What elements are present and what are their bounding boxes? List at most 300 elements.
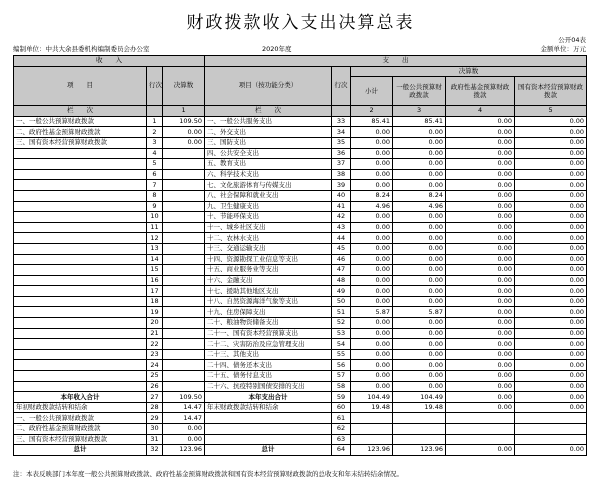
table-body	[14, 116, 587, 455]
income-item	[14, 212, 147, 223]
expense-item: 六、科学技术支出	[205, 169, 332, 180]
expense-item: 十八、自然资源海洋气象等支出	[205, 296, 332, 307]
expense-general: 0.00	[393, 233, 446, 244]
expense-state: 0.00	[515, 307, 587, 318]
expense-general: 8.24	[393, 190, 446, 201]
expense-row-no: 40	[332, 190, 351, 201]
budget-table	[13, 55, 587, 456]
expense-subtotal	[351, 424, 393, 435]
grand-total-general: 123.96	[393, 445, 446, 456]
page-title: 财政拨款收入支出决算总表	[186, 13, 415, 33]
income-amount: 0.00	[163, 137, 205, 148]
expense-row-no: 33	[332, 116, 351, 127]
grand-total-row	[14, 445, 587, 456]
income-item	[14, 328, 147, 339]
income-item: 一、一般公共预算财政拨款	[14, 116, 147, 127]
table-row	[14, 233, 587, 244]
income-item	[14, 349, 147, 360]
expense-subtotal: 0.00	[351, 371, 393, 382]
expense-state: 0.00	[515, 159, 587, 170]
expense-subtotal: 4.96	[351, 201, 393, 212]
expense-subtotal: 0.00	[351, 212, 393, 223]
income-row-no: 6	[147, 169, 163, 180]
item-header: 项 目	[14, 66, 147, 106]
table-row	[14, 137, 587, 148]
expense-row-no: 55	[332, 349, 351, 360]
table-row	[14, 222, 587, 233]
expense-fund: 0.00	[446, 381, 515, 392]
income-item	[14, 275, 147, 286]
expense-state: 0.00	[515, 169, 587, 180]
func-item-header: 项目（按功能分类）	[205, 66, 332, 106]
expense-subtotal: 0.00	[351, 360, 393, 371]
income-item	[14, 148, 147, 159]
currency-label: 金额单位：万元	[540, 45, 586, 53]
expense-general	[393, 424, 446, 435]
form-number: 公开04表	[558, 36, 586, 44]
expense-fund: 0.00	[446, 233, 515, 244]
expense-fund: 0.00	[446, 159, 515, 170]
table-row	[14, 371, 587, 382]
income-row-no: 4	[147, 148, 163, 159]
income-amount	[163, 328, 205, 339]
expense-row-no: 61	[332, 413, 351, 424]
expense-subtotal: 0.00	[351, 381, 393, 392]
income-row-no: 28	[147, 402, 163, 413]
expense-row-no: 62	[332, 424, 351, 435]
table-row	[14, 254, 587, 265]
expense-fund: 0.00	[446, 275, 515, 286]
expense-fund	[446, 434, 515, 445]
grand-total-label-right: 总计	[205, 445, 332, 456]
expense-subtotal: 0.00	[351, 254, 393, 265]
expense-general: 85.41	[393, 116, 446, 127]
expense-row-no: 58	[332, 381, 351, 392]
expense-item	[205, 413, 332, 424]
income-row-no: 3	[147, 137, 163, 148]
income-row-no: 1	[147, 116, 163, 127]
expense-row-no: 37	[332, 159, 351, 170]
expense-state: 0.00	[515, 328, 587, 339]
unit-label: 编制单位：中共大余县委机构编制委员会办公室	[13, 45, 150, 53]
expense-state: 0.00	[515, 180, 587, 191]
expense-item: 十五、商业服务业等支出	[205, 265, 332, 276]
income-amount	[163, 159, 205, 170]
expense-state: 0.00	[515, 318, 587, 329]
expense-state	[515, 424, 587, 435]
expense-subtotal: 0.00	[351, 318, 393, 329]
expense-fund	[446, 413, 515, 424]
income-amount: 0.00	[163, 424, 205, 435]
expense-subtotal: 0.00	[351, 159, 393, 170]
expense-subtotal: 19.48	[351, 402, 393, 413]
expense-fund	[446, 424, 515, 435]
expense-subtotal: 0.00	[351, 286, 393, 297]
year-income-total-label: 本年收入合计	[14, 392, 147, 403]
expense-general: 0.00	[393, 159, 446, 170]
expense-row-no: 48	[332, 275, 351, 286]
expense-fund: 0.00	[446, 296, 515, 307]
expense-general: 0.00	[393, 212, 446, 223]
income-amount: 14.47	[163, 402, 205, 413]
table-row	[14, 201, 587, 212]
blank-cell	[147, 106, 163, 117]
table-row	[14, 296, 587, 307]
expense-fund: 0.00	[446, 371, 515, 382]
expense-row-no: 34	[332, 127, 351, 138]
income-row-no: 25	[147, 371, 163, 382]
expense-general: 0.00	[393, 137, 446, 148]
expense-header: 支 出	[205, 56, 587, 67]
expense-subtotal: 0.00	[351, 349, 393, 360]
income-row-no: 19	[147, 307, 163, 318]
expense-subtotal	[351, 434, 393, 445]
expense-row-no: 63	[332, 434, 351, 445]
row-no-header: 行次	[147, 66, 163, 106]
expense-row-no: 46	[332, 254, 351, 265]
income-amount	[163, 286, 205, 297]
expense-general: 0.00	[393, 328, 446, 339]
income-item	[14, 169, 147, 180]
year-expense-general: 104.49	[393, 392, 446, 403]
expense-subtotal: 0.00	[351, 243, 393, 254]
table-row	[14, 243, 587, 254]
expense-item: 十、节能环保支出	[205, 212, 332, 223]
expense-state: 0.00	[515, 190, 587, 201]
expense-subtotal: 0.00	[351, 275, 393, 286]
expense-state: 0.00	[515, 127, 587, 138]
expense-state: 0.00	[515, 381, 587, 392]
expense-row-no: 53	[332, 328, 351, 339]
income-item	[14, 180, 147, 191]
table-row	[14, 360, 587, 371]
table-row	[14, 349, 587, 360]
expense-general: 0.00	[393, 275, 446, 286]
expense-general: 0.00	[393, 381, 446, 392]
expense-item: 五、教育支出	[205, 159, 332, 170]
table-row	[14, 402, 587, 413]
table-row	[14, 318, 587, 329]
expense-item: 二十二、灾害防治及应急管理支出	[205, 339, 332, 350]
income-row-no: 29	[147, 413, 163, 424]
income-amount	[163, 180, 205, 191]
income-amount	[163, 381, 205, 392]
income-row-no: 24	[147, 360, 163, 371]
expense-fund: 0.00	[446, 307, 515, 318]
expense-item: 二十六、抗疫特别国债安排的支出	[205, 381, 332, 392]
expense-item: 年末财政拨款结转和结余	[205, 402, 332, 413]
income-item: 三、国有资本经营预算财政拨款	[14, 137, 147, 148]
expense-item: 三、国防支出	[205, 137, 332, 148]
expense-state	[515, 413, 587, 424]
expense-subtotal: 85.41	[351, 116, 393, 127]
expense-state: 0.00	[515, 360, 587, 371]
expense-item: 二十、粮油物资储备支出	[205, 318, 332, 329]
col-label-left: 栏 次	[14, 106, 147, 117]
year-label: 2020年度	[262, 45, 292, 53]
expense-row-no: 45	[332, 243, 351, 254]
income-item	[14, 339, 147, 350]
expense-subtotal: 0.00	[351, 137, 393, 148]
income-row-no: 30	[147, 424, 163, 435]
expense-item: 十二、农林水支出	[205, 233, 332, 244]
income-row-no: 8	[147, 190, 163, 201]
income-item: 年初财政拨款结转和结余	[14, 402, 147, 413]
expense-state: 0.00	[515, 137, 587, 148]
expense-general: 0.00	[393, 360, 446, 371]
income-item	[14, 243, 147, 254]
expense-item: 四、公共安全支出	[205, 148, 332, 159]
table-row	[14, 339, 587, 350]
income-amount	[163, 148, 205, 159]
expense-row-no: 43	[332, 222, 351, 233]
footnote: 注：本表反映部门本年度一般公共预算财政拨款、政府性基金预算财政拨款和国有资本经营预算财政拨款的总收支和年末结转结余情况。	[13, 470, 403, 478]
expense-row-no: 41	[332, 201, 351, 212]
row-no-header-right: 行次	[332, 66, 351, 106]
income-item	[14, 190, 147, 201]
expense-fund: 0.00	[446, 328, 515, 339]
income-row-no: 22	[147, 339, 163, 350]
year-expense-state: 0.00	[515, 392, 587, 403]
expense-item: 十六、金融支出	[205, 275, 332, 286]
expense-state: 0.00	[515, 286, 587, 297]
year-expense-total-label: 本年支出合计	[205, 392, 332, 403]
expense-fund: 0.00	[446, 222, 515, 233]
income-item	[14, 254, 147, 265]
expense-general: 19.48	[393, 402, 446, 413]
expense-fund: 0.00	[446, 318, 515, 329]
expense-row-no: 36	[332, 148, 351, 159]
final-amount-header: 决算数	[163, 66, 205, 106]
subtotal-header: 小计	[351, 77, 393, 106]
income-row-no: 5	[147, 159, 163, 170]
expense-item: 九、卫生健康支出	[205, 201, 332, 212]
income-row-no: 20	[147, 318, 163, 329]
expense-subtotal: 5.87	[351, 307, 393, 318]
expense-fund: 0.00	[446, 137, 515, 148]
expense-row-no: 56	[332, 360, 351, 371]
income-amount	[163, 169, 205, 180]
grand-total-amount: 123.96	[163, 445, 205, 456]
income-item	[14, 233, 147, 244]
income-amount	[163, 339, 205, 350]
expense-item: 一、一般公共服务支出	[205, 116, 332, 127]
expense-state: 0.00	[515, 116, 587, 127]
expense-general: 0.00	[393, 127, 446, 138]
expense-state: 0.00	[515, 339, 587, 350]
expense-state: 0.00	[515, 243, 587, 254]
expense-subtotal: 0.00	[351, 296, 393, 307]
table-row	[14, 424, 587, 435]
income-amount	[163, 307, 205, 318]
final-group-header: 决算数	[351, 66, 587, 77]
income-item	[14, 307, 147, 318]
expense-state: 0.00	[515, 371, 587, 382]
income-item: 三、国有资本经营预算财政拨款	[14, 434, 147, 445]
income-row-no: 2	[147, 127, 163, 138]
table-row	[14, 127, 587, 138]
expense-row-no: 42	[332, 212, 351, 223]
expense-general: 5.87	[393, 307, 446, 318]
expense-fund: 0.00	[446, 127, 515, 138]
income-row-no: 7	[147, 180, 163, 191]
income-amount	[163, 349, 205, 360]
expense-subtotal: 0.00	[351, 233, 393, 244]
income-item: 一、一般公共预算财政拨款	[14, 413, 147, 424]
income-amount	[163, 233, 205, 244]
expense-row-no: 38	[332, 169, 351, 180]
expense-item	[205, 424, 332, 435]
income-row-no: 17	[147, 286, 163, 297]
income-row-no: 14	[147, 254, 163, 265]
expense-state: 0.00	[515, 222, 587, 233]
expense-general: 0.00	[393, 371, 446, 382]
expense-row-no: 57	[332, 371, 351, 382]
expense-general: 0.00	[393, 265, 446, 276]
expense-row-no: 52	[332, 318, 351, 329]
expense-state: 0.00	[515, 254, 587, 265]
expense-state: 0.00	[515, 201, 587, 212]
income-amount	[163, 190, 205, 201]
expense-fund: 0.00	[446, 212, 515, 223]
table-row	[14, 212, 587, 223]
expense-fund: 0.00	[446, 286, 515, 297]
expense-subtotal: 0.00	[351, 148, 393, 159]
expense-state: 0.00	[515, 233, 587, 244]
expense-state	[515, 434, 587, 445]
col-general-header: 一般公共预算财政拨款	[393, 77, 446, 106]
expense-item: 二十一、国有资本经营预算支出	[205, 328, 332, 339]
income-item	[14, 159, 147, 170]
expense-state: 0.00	[515, 148, 587, 159]
expense-fund: 0.00	[446, 201, 515, 212]
expense-fund: 0.00	[446, 180, 515, 191]
income-item	[14, 265, 147, 276]
expense-fund: 0.00	[446, 265, 515, 276]
expense-state: 0.00	[515, 275, 587, 286]
grand-total-label-left: 总计	[14, 445, 147, 456]
income-item: 二、政府性基金预算财政拨款	[14, 424, 147, 435]
expense-item: 十三、交通运输支出	[205, 243, 332, 254]
expense-item	[205, 434, 332, 445]
expense-item: 八、社会保障和就业支出	[205, 190, 332, 201]
expense-subtotal: 0.00	[351, 180, 393, 191]
expense-item: 二十五、债务付息支出	[205, 371, 332, 382]
expense-fund: 0.00	[446, 402, 515, 413]
expense-general: 4.96	[393, 201, 446, 212]
income-amount	[163, 275, 205, 286]
income-item	[14, 381, 147, 392]
income-amount	[163, 201, 205, 212]
grand-total-state: 0.00	[515, 445, 587, 456]
expense-subtotal	[351, 413, 393, 424]
table-row	[14, 275, 587, 286]
expense-fund: 0.00	[446, 349, 515, 360]
year-income-total-amount: 109.50	[163, 392, 205, 403]
table-row	[14, 190, 587, 201]
expense-fund: 0.00	[446, 148, 515, 159]
expense-general: 0.00	[393, 296, 446, 307]
year-expense-subtotal: 104.49	[351, 392, 393, 403]
income-item	[14, 286, 147, 297]
income-item: 二、政府性基金预算财政拨款	[14, 127, 147, 138]
expense-general: 0.00	[393, 318, 446, 329]
income-row-no: 15	[147, 265, 163, 276]
expense-fund: 0.00	[446, 339, 515, 350]
col-fund-header: 政府性基金预算财政拨款	[446, 77, 515, 106]
expense-item: 二十四、债务还本支出	[205, 360, 332, 371]
table-row	[14, 381, 587, 392]
income-row-no: 9	[147, 201, 163, 212]
expense-row-no: 60	[332, 402, 351, 413]
income-row-no: 21	[147, 328, 163, 339]
col-num-2: 2	[351, 106, 393, 117]
income-amount	[163, 254, 205, 265]
expense-subtotal: 0.00	[351, 328, 393, 339]
expense-fund: 0.00	[446, 169, 515, 180]
income-item	[14, 360, 147, 371]
table-row	[14, 307, 587, 318]
expense-item: 十九、住房保障支出	[205, 307, 332, 318]
income-amount: 109.50	[163, 116, 205, 127]
expense-general	[393, 413, 446, 424]
expense-fund: 0.00	[446, 116, 515, 127]
table-row	[14, 413, 587, 424]
expense-row-no: 44	[332, 233, 351, 244]
expense-general: 0.00	[393, 339, 446, 350]
expense-row-no: 49	[332, 286, 351, 297]
table-row	[14, 328, 587, 339]
grand-total-subtotal: 123.96	[351, 445, 393, 456]
expense-general: 0.00	[393, 254, 446, 265]
year-expense-total-no: 59	[332, 392, 351, 403]
expense-general: 0.00	[393, 222, 446, 233]
income-row-no: 31	[147, 434, 163, 445]
income-row-no: 12	[147, 233, 163, 244]
income-amount	[163, 243, 205, 254]
income-amount	[163, 222, 205, 233]
expense-fund: 0.00	[446, 360, 515, 371]
expense-general: 0.00	[393, 180, 446, 191]
income-item	[14, 318, 147, 329]
income-amount	[163, 265, 205, 276]
table-row	[14, 265, 587, 276]
expense-general: 0.00	[393, 286, 446, 297]
blank-cell	[332, 106, 351, 117]
expense-subtotal: 0.00	[351, 265, 393, 276]
grand-total-no: 32	[147, 445, 163, 456]
table-row	[14, 180, 587, 191]
expense-subtotal: 0.00	[351, 169, 393, 180]
expense-row-no: 50	[332, 296, 351, 307]
expense-subtotal: 0.00	[351, 339, 393, 350]
expense-general: 0.00	[393, 243, 446, 254]
income-amount	[163, 296, 205, 307]
expense-general: 0.00	[393, 148, 446, 159]
col-state-header: 国有资本经营预算财政拨款	[515, 77, 587, 106]
expense-state: 0.00	[515, 212, 587, 223]
expense-subtotal: 0.00	[351, 127, 393, 138]
col-num-3: 3	[393, 106, 446, 117]
expense-row-no: 51	[332, 307, 351, 318]
income-amount: 0.00	[163, 127, 205, 138]
expense-general: 0.00	[393, 169, 446, 180]
table-row	[14, 116, 587, 127]
income-amount	[163, 318, 205, 329]
income-row-no: 10	[147, 212, 163, 223]
income-amount	[163, 360, 205, 371]
income-amount: 14.47	[163, 413, 205, 424]
